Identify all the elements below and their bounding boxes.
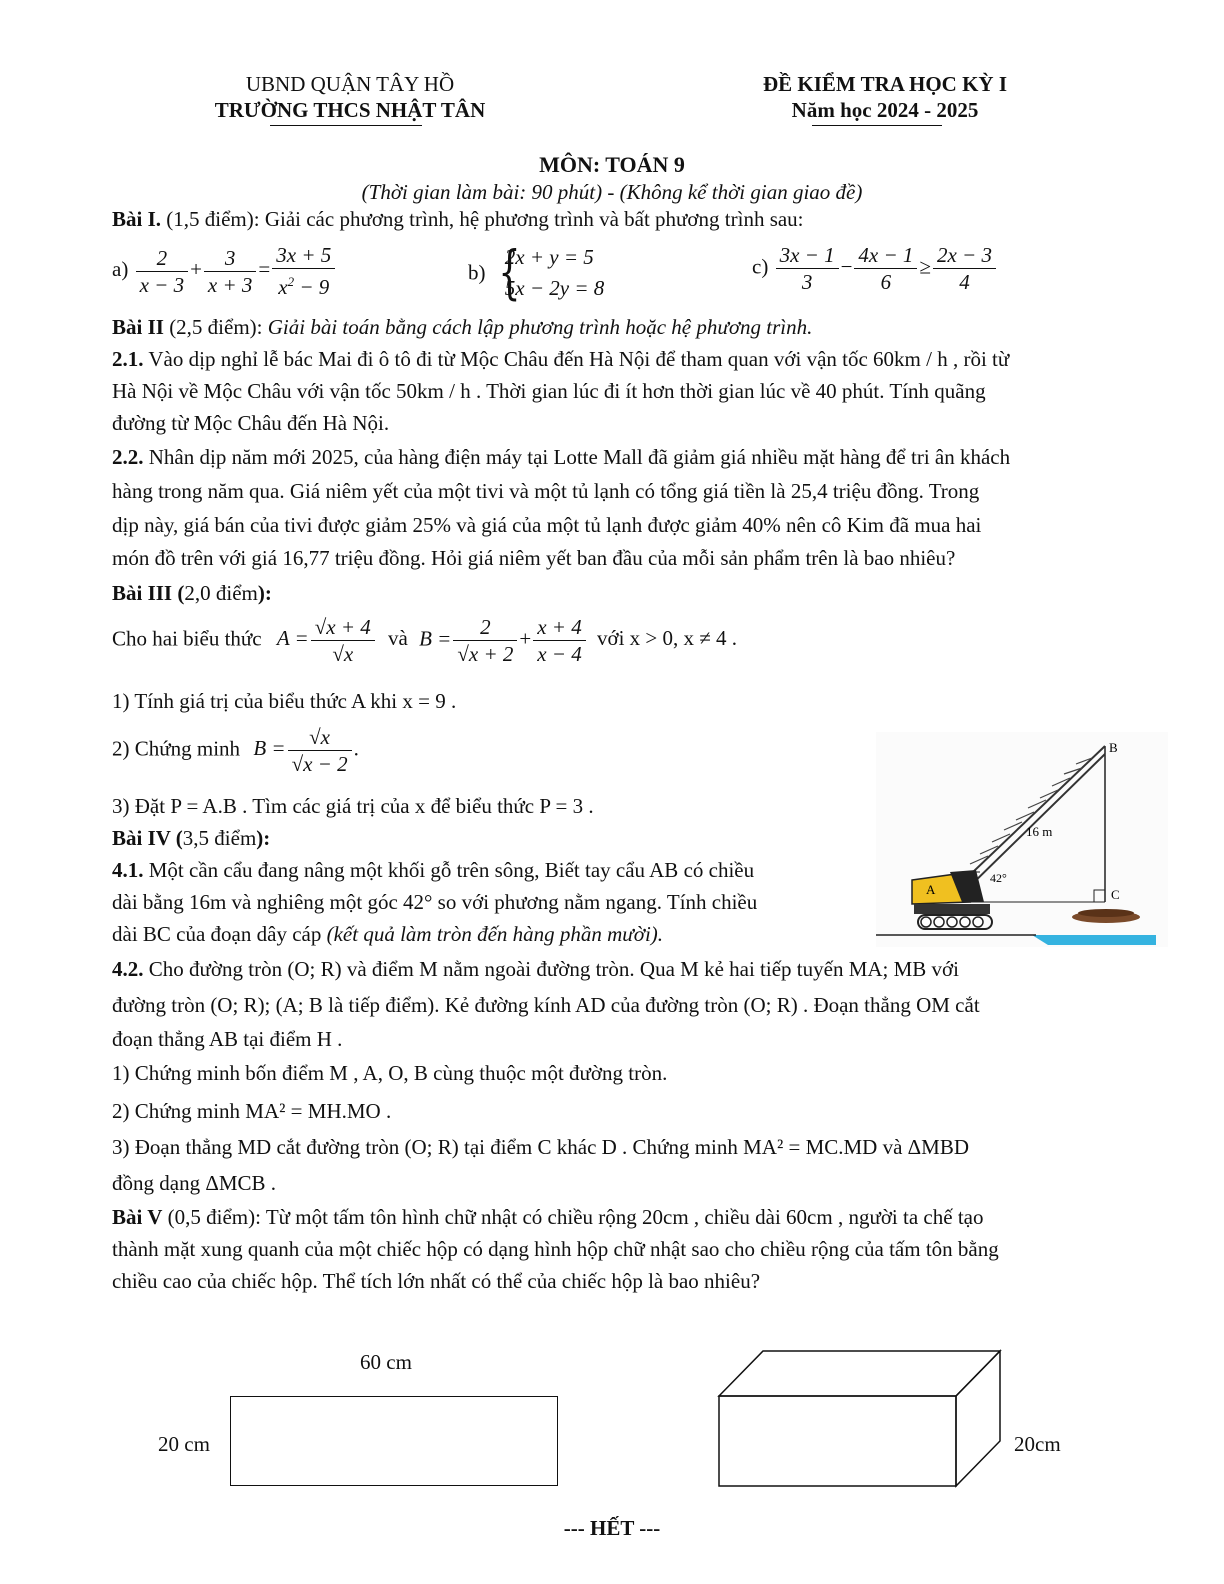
p42-line1 bbox=[112, 954, 1124, 985]
box-height-label: 20cm bbox=[1014, 1432, 1061, 1456]
school-year: Năm học 2024 - 2025 bbox=[791, 98, 979, 122]
header-underline-right bbox=[812, 125, 942, 126]
bai3-expressions: Cho hai biểu thức A = $\frac{√x + 4}{√x}$ và B = $\frac{2}{√x + 2}$ + $\frac{x + 4}{x - 4}$ với x > 0, x ≠ 4 . bbox=[112, 615, 738, 666]
p41-line1 bbox=[112, 858, 864, 883]
bai4-q3-line1: 3) Đoạn thẳng MD cắt đường tròn (O; R) tại điểm C khác D . Chứng minh MA² = MC.MD và ΔMBD bbox=[112, 1135, 970, 1159]
bai5-line1 bbox=[112, 1202, 1124, 1233]
p42-number: 4.2. bbox=[112, 957, 144, 981]
frac-c1: $\frac{3x - 1}{3}$ bbox=[776, 242, 839, 295]
bai5-line3: chiều cao của chiếc hộp. Thể tích lớn nhất có thể của chiếc hộp là bao nhiêu? bbox=[112, 1269, 761, 1293]
p21-number: 2.1. bbox=[112, 347, 144, 371]
frac-a2: $\frac{3}{x + 3}$ bbox=[204, 245, 257, 298]
bai2-points: (2,5 điểm): bbox=[163, 315, 268, 339]
part-c-label: c) bbox=[752, 254, 769, 279]
expr-b-proof: $\frac{√x}{√x - 2}$ bbox=[288, 724, 352, 777]
bai4-title-end: ): bbox=[256, 826, 271, 850]
time-note: (Thời gian làm bài: 90 phút) - (Không kể thời gian giao đề) bbox=[361, 180, 863, 204]
expr-b1: $\frac{2}{√x + 2}$ bbox=[453, 614, 517, 667]
p41-number: 4.1. bbox=[112, 858, 144, 882]
frac-c3: $\frac{2x - 3}{4}$ bbox=[933, 242, 996, 295]
label-b: B bbox=[1109, 740, 1118, 755]
part-b-label: b) bbox=[468, 260, 486, 285]
bai3-points: 2,0 điểm bbox=[184, 581, 258, 605]
frac-c2: $\frac{4x - 1}{6}$ bbox=[854, 242, 917, 295]
sheet-width-label: 60 cm bbox=[360, 1350, 412, 1374]
p22-line3: dịp này, giá bán của tivi được giảm 25% và giá của một tủ lạnh được giảm 40% nên cô Kim đã mua hai bbox=[112, 513, 982, 537]
bai4-points: 3,5 điểm bbox=[182, 826, 257, 850]
part-a-label: a) bbox=[112, 256, 129, 281]
bai1-desc: (1,5 điểm): Giải các phương trình, hệ phương trình và bất phương trình sau: bbox=[161, 207, 804, 231]
sheet-rectangle bbox=[230, 1396, 558, 1486]
bai3-q1: 1) Tính giá trị của biểu thức A khi x = 9 . bbox=[112, 689, 457, 713]
label-c: C bbox=[1111, 887, 1120, 902]
water-shape bbox=[1032, 935, 1156, 945]
p41-text3b: (kết quả làm tròn đến hàng phần mười). bbox=[326, 922, 664, 946]
bai5-text1: (0,5 điểm): Từ một tấm tôn hình chữ nhật có chiều rộng 20cm , chiều dài 60cm , người ta chế tạo bbox=[162, 1205, 984, 1229]
p22-line2: hàng trong năm qua. Giá niêm yết của một tivi và một tủ lạnh có tổng giá tiền là 25,4 triệu đồng. Trong bbox=[112, 479, 980, 503]
bai4-heading bbox=[112, 826, 270, 851]
p21-line2: Hà Nội về Mộc Châu với vận tốc 50km / h . Thời gian lúc đi ít hơn thời gian lúc về 40 phút. Tính quãng bbox=[112, 379, 986, 403]
p21-line1 bbox=[112, 344, 1124, 375]
expr-a: $\frac{√x + 4}{√x}$ bbox=[311, 614, 375, 667]
bai1-title: Bài I. bbox=[112, 207, 162, 231]
label-angle: 42° bbox=[990, 871, 1007, 885]
p42-line3: đoạn thẳng AB tại điểm H . bbox=[112, 1027, 343, 1051]
bai4-title: Bài IV ( bbox=[112, 826, 183, 850]
bai4-q2: 2) Chứng minh MA² = MH.MO . bbox=[112, 1099, 392, 1123]
bai2-desc: Giải bài toán bằng cách lập phương trình hoặc hệ phương trình. bbox=[267, 315, 813, 339]
bai1-part-a: a) $\frac{2}{x - 3}$ + $\frac{3}{x + 3}$ = $\frac{3x + 5}{x^2 - 9}$ bbox=[112, 242, 337, 300]
crane-figure bbox=[876, 732, 1168, 947]
label-a: A bbox=[926, 882, 936, 897]
bai5-line2: thành mặt xung quanh của một chiếc hộp có dạng hình hộp chữ nhật sao cho chiều rộng của tấm tôn bằng bbox=[112, 1237, 999, 1261]
bai1-part-c: c) $\frac{3x - 1}{3}$ − $\frac{4x - 1}{6}$ ≥ $\frac{2x - 3}{4}$ bbox=[752, 242, 998, 295]
bai3-title-end: ): bbox=[257, 581, 272, 605]
bai3-title: Bài III ( bbox=[112, 581, 185, 605]
district-name: UBND QUẬN TÂY HỒ bbox=[245, 72, 455, 96]
bai2-title: Bài II bbox=[112, 315, 164, 339]
p21-text1: Vào dịp nghỉ lễ bác Mai đi ô tô đi từ Mộc Châu đến Hà Nội để tham quan với vận tốc 60km / h , rồi từ bbox=[143, 347, 1010, 371]
bai5-title: Bài V bbox=[112, 1205, 163, 1229]
p22-number: 2.2. bbox=[112, 445, 144, 469]
bai3-condition: với x > 0, x ≠ 4 . bbox=[596, 626, 738, 651]
box-figure bbox=[716, 1348, 1006, 1490]
expr-b2: $\frac{x + 4}{x - 4}$ bbox=[533, 614, 586, 667]
end-marker: --- HẾT --- bbox=[563, 1516, 661, 1540]
p22-line4: món đồ trên với giá 16,77 triệu đồng. Hỏi giá niêm yết ban đầu của mỗi sản phẩm trên là bao nhiêu? bbox=[112, 546, 956, 570]
bai3-and: và bbox=[388, 626, 408, 651]
frac-a1: $\frac{2}{x - 3}$ bbox=[136, 245, 189, 298]
equation-system: { 2x + y = 5 5x − 2y = 8 bbox=[498, 238, 605, 306]
frac-a3: $\frac{3x + 5}{x^2 - 9}$ bbox=[272, 242, 335, 300]
label-length: 16 m bbox=[1026, 824, 1053, 839]
bai4-q1: 1) Chứng minh bốn điểm M , A, O, B cùng thuộc một đường tròn. bbox=[112, 1061, 668, 1085]
exam-title: ĐỀ KIỂM TRA HỌC KỲ I bbox=[762, 72, 1008, 96]
bai3-intro: Cho hai biểu thức bbox=[112, 626, 262, 651]
bai3-q3: 3) Đặt P = A.B . Tìm các giá trị của x để biểu thức P = 3 . bbox=[112, 794, 594, 818]
p21-line3: đường từ Mộc Châu đến Hà Nội. bbox=[112, 411, 390, 435]
bai3-heading bbox=[112, 578, 1124, 609]
sheet-height-label: 20 cm bbox=[158, 1432, 210, 1456]
bai1-part-b bbox=[468, 238, 605, 306]
bai3-q2-label: 2) Chứng minh bbox=[112, 736, 241, 761]
p41-text1: Một cần cẩu đang nâng một khối gỗ trên sông, Biết tay cẩu AB có chiều bbox=[143, 858, 755, 882]
bai2-heading bbox=[112, 312, 1124, 343]
p42-text1: Cho đường tròn (O; R) và điểm M nằm ngoài đường tròn. Qua M kẻ hai tiếp tuyến MA; MB với bbox=[143, 957, 959, 981]
p22-line1 bbox=[112, 442, 1124, 473]
bai3-q2: 2) Chứng minh B = $\frac{√x}{√x - 2}$ . bbox=[112, 725, 359, 776]
bai1-heading bbox=[112, 204, 1124, 235]
p41-line2: dài bằng 16m và nghiêng một góc 42° so với phương nằm ngang. Tính chiều bbox=[112, 890, 758, 914]
p22-text1: Nhân dịp năm mới 2025, của hàng điện máy tại Lotte Mall đã giảm giá nhiều mặt hàng để tri ân khách bbox=[143, 445, 1011, 469]
bai4-q3-line2: đồng dạng ΔMCB . bbox=[112, 1171, 277, 1195]
header-underline-left bbox=[270, 125, 422, 126]
p41-text3a: dài BC của đoạn dây cáp bbox=[112, 922, 327, 946]
p41-line3 bbox=[112, 922, 864, 947]
subject-title: MÔN: TOÁN 9 bbox=[539, 152, 685, 177]
school-name: TRƯỜNG THCS NHẬT TÂN bbox=[214, 98, 486, 122]
p42-line2: đường tròn (O; R); (A; B là tiếp điểm). Kẻ đường kính AD của đường tròn (O; R) . Đoạn thẳng OM cắt bbox=[112, 993, 980, 1017]
